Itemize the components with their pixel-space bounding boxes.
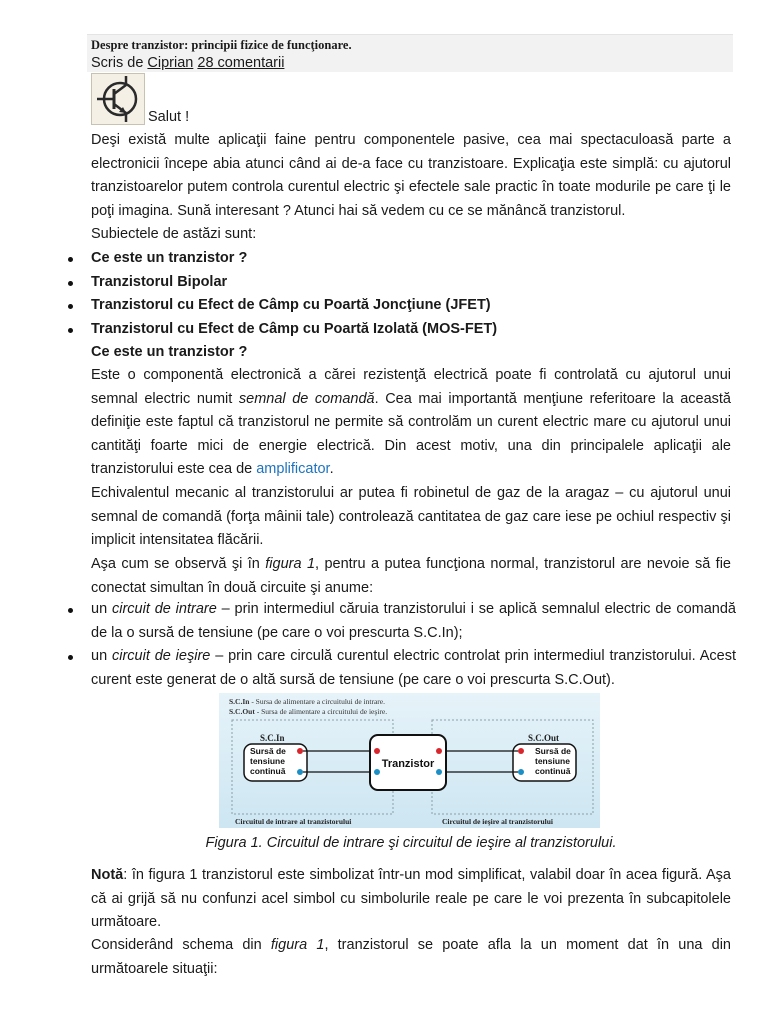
negative-terminal	[518, 769, 524, 775]
text-run: – prin care circulă curentul electric controlat prin intermediul tranzistorului. Acest curent este generat de o altă sursă de tensiune (pe care o voi prescurta S.C.Out).	[91, 648, 736, 688]
article-title: Despre tranzistor: principii fizice de funcţionare.	[87, 34, 733, 54]
figure-caption	[91, 833, 731, 853]
list-item	[66, 598, 736, 645]
topic-item: Tranzistorul cu Efect de Câmp cu Poartă Joncţiune (JFET)	[66, 294, 736, 318]
source-text: Sursă de	[535, 746, 571, 756]
transistor-logo-icon	[91, 73, 145, 125]
text-run: Este o componentă electronică a cărei rezistenţă electrică poate fi controlată cu ajutorul unui semnal electric numit	[91, 367, 731, 407]
legend-in: S.C.In - Sursa de alimentare a circuitului de intrare.	[229, 697, 386, 706]
topic-item: Tranzistorul cu Efect de Câmp cu Poartă Izolată (MOS-FET)	[66, 318, 736, 342]
comments-link[interactable]: 28 comentarii	[197, 55, 285, 71]
source-text: continuă	[250, 766, 286, 776]
caption-text: Circuitul de intrare şi circuitul de ieşire al tranzistorului.	[262, 835, 617, 851]
situations-paragraph	[91, 934, 731, 981]
source-text: tensiune	[250, 756, 285, 766]
text-run: – prin intermediul căruia tranzistorului i se aplică semnalul electric de comandă de la o sursă de tensiune (pe care o voi prescurta S.C.In);	[91, 601, 736, 641]
list-item	[66, 645, 736, 692]
transistor-label: Tranzistor	[381, 758, 435, 770]
caption-label: Figura 1.	[205, 835, 263, 851]
byline-prefix: Scris de	[91, 55, 144, 71]
subjects-label: Subiectele de astăzi sunt:	[91, 226, 257, 242]
topics-list	[66, 247, 736, 341]
definition-paragraph	[91, 364, 731, 482]
figure-1-diagram	[219, 693, 600, 828]
emphasis: figura 1	[270, 937, 325, 953]
circuits-list	[66, 598, 736, 692]
sc-in-label: S.C.In	[260, 733, 285, 743]
source-text: continuă	[535, 766, 571, 776]
byline	[87, 54, 733, 72]
text-run: , pentru a putea funcţiona normal, tranzistorul are nevoie să fie conectat simultan în două circuite şi anume:	[91, 556, 731, 596]
output-circuit-label: Circuitul de ieşire al tranzistorului	[442, 817, 553, 826]
emphasis: semnal de comandă	[238, 390, 375, 407]
transistor-input-minus	[374, 769, 380, 775]
emphasis: circuit de ieşire	[111, 648, 211, 664]
text-run: Aşa cum se observă şi în	[91, 556, 266, 572]
amplificator-link[interactable]: amplificator	[256, 461, 330, 477]
topic-item: Ce este un tranzistor ?	[66, 247, 736, 271]
source-text: Sursă de	[250, 746, 286, 756]
text-run: : în figura 1 tranzistorul este simbolizat într-un mod simplificat, valabil doar în acea figură. Aşa că ai grijă să nu confunzi acel simbol cu simbolurile reale pe care le voi prezenta în subcapitolele următoare.	[91, 867, 731, 930]
note-label: Notă	[91, 867, 124, 883]
transistor-output-plus	[436, 748, 442, 754]
note-paragraph	[91, 864, 731, 935]
sc-out-label: S.C.Out	[528, 733, 560, 743]
text-run: . Cea mai importantă menţiune referitoare la această definiţie este faptul că tranzistorul ne permite să controlăm un curent electric mare cu ajutorul unui cantităţi foarte mici de energie electrică. Din acest motiv, una din principalele aplicaţii ale tranzistorului este cea de	[91, 390, 732, 477]
text-run: un	[91, 601, 112, 617]
section-heading: Ce este un tranzistor ?	[91, 344, 248, 360]
intro-paragraph: Deşi există multe aplicaţii faine pentru componentele pasive, cea mai spectaculoasă parte a electronicii începe abia atunci când ai de-a face cu tranzistoare. Explicaţia este simplă: cu ajutorul tranzistoarelor putem controla curentul electric şi efectele sale practic în toate modurile pe care ţi le poţi imagina. Sună interesant ? Atunci hai să vedem cu ce se mănâncă tranzistorul.	[91, 132, 731, 219]
circuits-paragraph	[91, 553, 731, 600]
positive-terminal	[518, 748, 524, 754]
transistor-input-plus	[374, 748, 380, 754]
emphasis: circuit de intrare	[111, 601, 217, 617]
text-run: .	[329, 461, 334, 477]
positive-terminal	[297, 748, 303, 754]
text-run: , tranzistorul se poate afla la un moment dat în una din următoarele situaţii:	[91, 937, 731, 977]
negative-terminal	[297, 769, 303, 775]
transistor-output-minus	[436, 769, 442, 775]
topic-item: Tranzistorul Bipolar	[66, 271, 736, 295]
source-text: tensiune	[535, 756, 570, 766]
greeting: Salut !	[148, 109, 190, 125]
author-link[interactable]: Ciprian	[147, 55, 194, 71]
legend-out: S.C.Out - Sursa de alimentare a circuitului de ieşire.	[229, 707, 388, 716]
emphasis: figura 1	[265, 556, 316, 572]
text-run: Considerând schema din	[91, 937, 271, 953]
input-circuit-label: Circuitul de intrare al tranzistorului	[235, 817, 352, 826]
mechanical-paragraph: Echivalentul mecanic al tranzistorului ar putea fi robinetul de gaz de la aragaz – cu ajutorul unui semnal de comandă (forţa mâinii tale) controlează cantitatea de gaz care iese pe ochiul respectiv şi implicit intensitatea flăcării.	[91, 485, 731, 548]
text-run: un	[91, 648, 112, 664]
